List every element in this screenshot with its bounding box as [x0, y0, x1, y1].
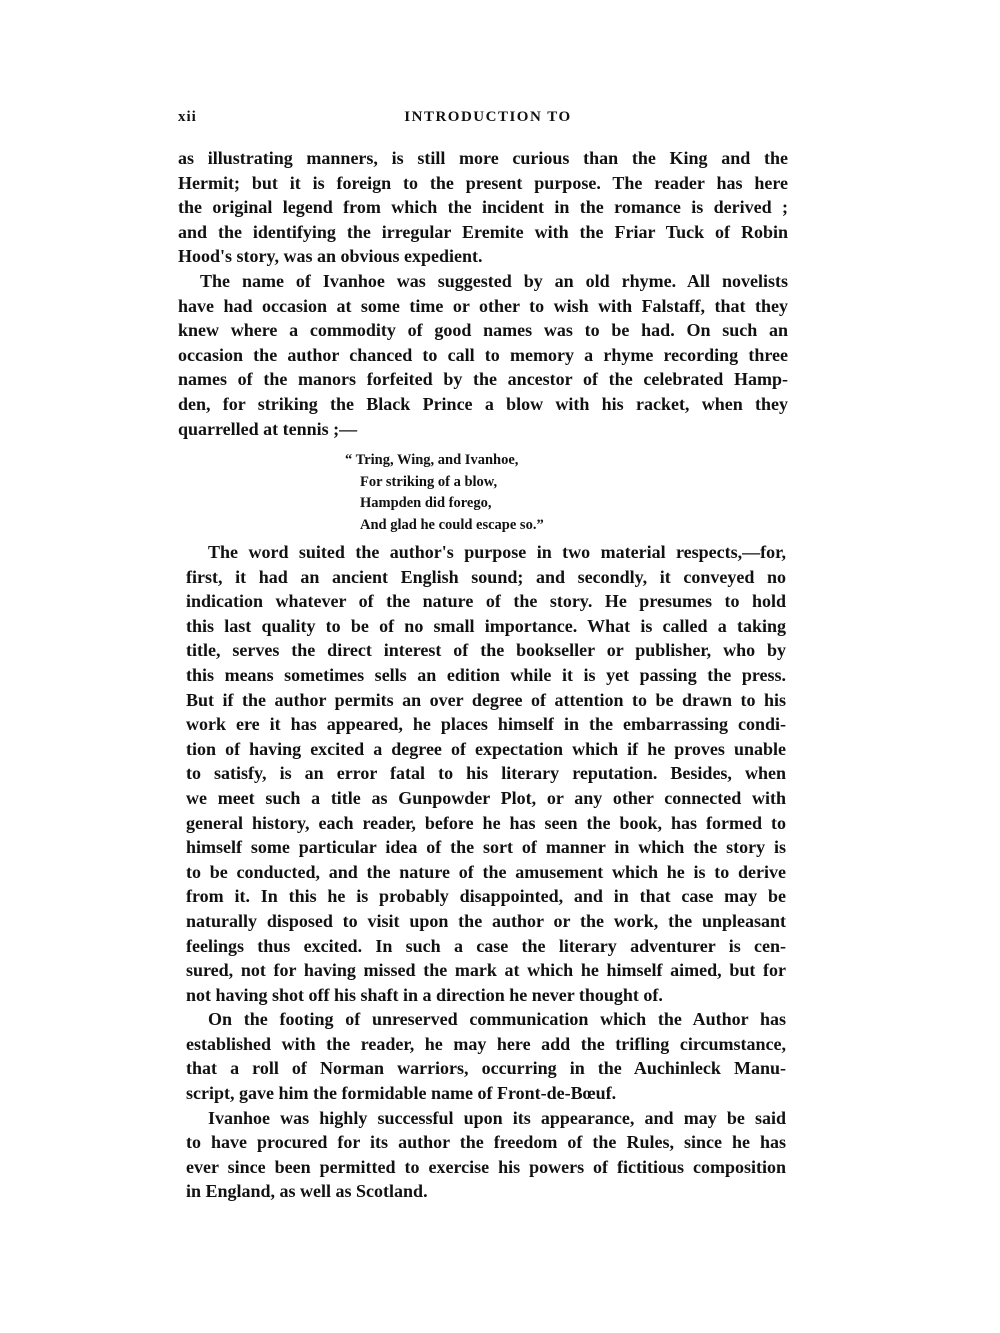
text-line: title, serves the direct interest of the bookseller or publisher, who by: [186, 640, 786, 661]
text-line: work ere it has appeared, he places himself in the embarrassing condi-: [186, 714, 786, 735]
text-line: himself some particular idea of the sort of manner in which the story is: [186, 837, 786, 858]
verse-line: Hampden did forego,: [360, 495, 492, 512]
verse-line: “ Tring, Wing, and Ivanhoe,: [345, 452, 519, 468]
text-line: general history, each reader, before he has seen the book, has formed to: [186, 812, 786, 833]
text-line: to be conducted, and the nature of the amusement which he is to derive: [186, 861, 786, 882]
text-line: to satisfy, is an error fatal to his literary reputation. Besides, when: [186, 763, 786, 784]
verse-line: And glad he could escape so.”: [360, 517, 544, 534]
text-line: not having shot off his shaft in a direction he never thought of.: [186, 984, 663, 1005]
verse-quotation: [345, 450, 620, 537]
text-line: we meet such a title as Gunpowder Plot, or any other connected with: [186, 787, 786, 808]
text-line: as illustrating manners, is still more curious than the King and the: [178, 148, 788, 168]
text-line: names of the manors forfeited by the ancestor of the celebrated Hamp-: [178, 369, 788, 390]
text-line: script, gave him the formidable name of Front-de-Bœuf.: [186, 1083, 617, 1104]
text-line: The name of Ivanhoe was suggested by an old rhyme. All novelists: [200, 270, 788, 291]
text-line: Hood's story, was an obvious expedient.: [178, 246, 483, 267]
text-line: sured, not for having missed the mark at which he himself aimed, but for: [186, 960, 786, 981]
text-line: established with the reader, he may here add the trifling circumstance,: [186, 1033, 786, 1054]
text-line: first, it had an ancient English sound; and secondly, it conveyed no: [186, 566, 786, 587]
text-line: On the footing of unreserved communication which the Author has: [208, 1009, 786, 1030]
text-line: the original legend from which the incident in the romance is derived ;: [178, 197, 788, 218]
verse-line: For striking of a blow,: [360, 473, 498, 490]
text-line: this means sometimes sells an edition while it is yet passing the press.: [186, 664, 786, 685]
paragraph: [178, 146, 788, 269]
text-line: The word suited the author's purpose in two material respects,—for,: [208, 542, 786, 562]
text-line: knew where a commodity of good names was to be had. On such an: [178, 320, 788, 341]
text-line: and the identifying the irregular Eremite with the Friar Tuck of Robin: [178, 221, 788, 242]
text-line: Hermit; but it is foreign to the present purpose. The reader has here: [178, 172, 788, 193]
paragraph: [186, 540, 786, 1007]
running-title: INTRODUCTION TO: [404, 109, 572, 125]
text-block-upper: [178, 146, 788, 441]
text-line: indication whatever of the nature of the story. He presumes to hold: [186, 591, 786, 612]
text-line: tion of having excited a degree of expectation which if he proves unable: [186, 738, 786, 759]
text-block-lower: [186, 540, 786, 1204]
running-head: [178, 109, 788, 133]
text-line: quarrelled at tennis ;—: [178, 418, 358, 439]
paragraph: [178, 269, 788, 441]
text-line: in England, as well as Scotland.: [186, 1181, 428, 1202]
text-line: this last quality to be of no small importance. What is called a taking: [186, 615, 786, 636]
text-line: den, for striking the Black Prince a blow with his racket, when they: [178, 393, 788, 414]
text-line: naturally disposed to visit upon the author or the work, the unpleasant: [186, 910, 786, 931]
text-line: But if the author permits an over degree of attention to be drawn to his: [186, 689, 786, 710]
text-line: to have procured for its author the freedom of the Rules, since he has: [186, 1132, 786, 1153]
text-line: ever since been permitted to exercise his powers of fictitious composition: [186, 1156, 786, 1177]
text-line: Ivanhoe was highly successful upon its appearance, and may be said: [208, 1107, 786, 1128]
paragraph: [186, 1007, 786, 1105]
text-line: that a roll of Norman warriors, occurring in the Auchinleck Manu-: [186, 1058, 786, 1079]
page-number: xii: [178, 109, 197, 125]
text-line: feelings thus excited. In such a case the literary adventurer is cen-: [186, 935, 786, 956]
text-line: have had occasion at some time or other to wish with Falstaff, that they: [178, 295, 788, 316]
paragraph: [186, 1106, 786, 1204]
text-line: occasion the author chanced to call to memory a rhyme recording three: [178, 344, 788, 365]
text-line: from it. In this he is probably disappointed, and in that case may be: [186, 886, 786, 907]
